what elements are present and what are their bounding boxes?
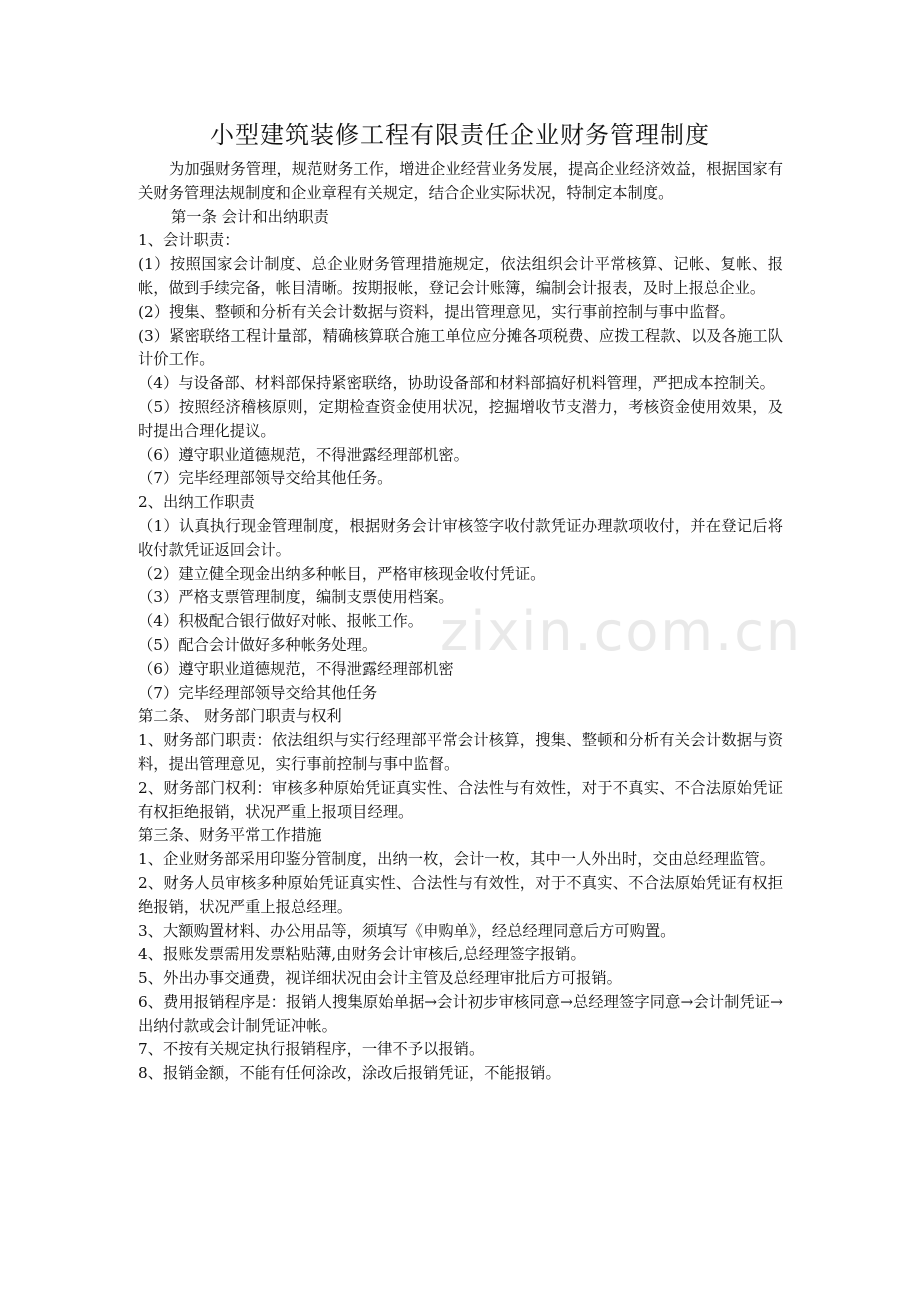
- document-title: 小型建筑装修工程有限责任企业财务管理制度: [210, 121, 710, 149]
- paragraph: （4）积极配合银行做好对帐、报帐工作。: [138, 612, 424, 631]
- paragraph: 第一条 会计和出纳职责: [171, 207, 329, 226]
- paragraph: (2）搜集、整顿和分析有关会计数据与资料，提出管理意见，实行事前控制与事中监督。: [138, 302, 735, 321]
- watermark-text: zixin.com.cn: [440, 600, 803, 663]
- paragraph: （5）配合会计做好多种帐务处理。: [138, 635, 378, 654]
- paragraph: 1、会计职责：: [138, 231, 240, 250]
- paragraph: （7）完毕经理部领导交给其他任务。: [138, 469, 393, 488]
- paragraph: 3、大额购置材料、办公用品等，须填写《申购单》，经总经理同意后方可购置。: [138, 921, 676, 940]
- paragraph: （7）完毕经理部领导交给其他任务: [138, 683, 378, 702]
- paragraph: 5、外出办事交通费，视详细状况由会计主管及总经理审批后方可报销。: [138, 969, 622, 988]
- paragraph: 2、出纳工作职责: [138, 493, 255, 512]
- paragraph: (3）紧密联络工程计量部，精确核算联合施工单位应分摊各项税费、应拨工程款、以及各施工队计价工作。: [138, 326, 783, 369]
- paragraph: 1、企业财务部采用印鉴分管制度，出纳一枚，会计一枚，其中一人外出时，交由总经理监管。: [138, 850, 775, 869]
- paragraph: （4）与设备部、材料部保持紧密联络，协助设备部和材料部搞好机料管理，严把成本控制关。: [138, 374, 775, 393]
- paragraph: （3）严格支票管理制度，编制支票使用档案。: [138, 588, 454, 607]
- paragraph: 为加强财务管理，规范财务工作，增进企业经营业务发展，提高企业经济效益，根据国家有关财务管理法规制度和企业章程有关规定，结合企业实际状况，特制定本制度。: [138, 160, 783, 202]
- paragraph: 8、报销金额，不能有任何涂改，涂改后报销凭证，不能报销。: [138, 1064, 561, 1083]
- paragraph: 6、费用报销程序是：报销人搜集原始单据→会计初步审核同意→总经理签字同意→会计制凭证→出纳付款或会计制凭证冲帐。: [138, 992, 783, 1035]
- paragraph: 2、财务人员审核多种原始凭证真实性、合法性与有效性，对于不真实、不合法原始凭证有权拒绝报销，状况严重上报总经理。: [138, 873, 783, 916]
- paragraph: 2、财务部门权利：审核多种原始凭证真实性、合法性与有效性，对于不真实、不合法原始凭证有权拒绝报销，状况严重上报项目经理。: [138, 778, 783, 821]
- paragraph: （5）按照经济稽核原则，定期检查资金使用状况，挖掘增收节支潜力，考核资金使用效果，及时提出合理化提议。: [138, 397, 783, 440]
- paragraph: （2）建立健全现金出纳多种帐目，严格审核现金收付凭证。: [138, 564, 546, 583]
- paragraph: （6）遵守职业道德规范，不得泄露经理部机密。: [138, 445, 469, 464]
- paragraph: 第二条、 财务部门职责与权利: [138, 707, 342, 726]
- paragraph: 1、财务部门职责：依法组织与实行经理部平常会计核算，搜集、整顿和分析有关会计数据与资料，提出管理意见，实行事前控制与事中监督。: [138, 731, 783, 773]
- paragraph: （6）遵守职业道德规范，不得泄露经理部机密: [138, 659, 454, 678]
- paragraph: 第三条、财务平常工作措施: [138, 826, 322, 845]
- paragraph: (1）按照国家会计制度、总企业财务管理措施规定，依法组织会计平常核算、记帐、复帐、报帐，做到手续完备，帐目清晰。按期报帐，登记会计账簿，编制会计报表，及时上报总企业。: [138, 255, 783, 297]
- document-body: [138, 158, 783, 1086]
- paragraph: 7、不按有关规定执行报销程序，一律不予以报销。: [138, 1040, 485, 1059]
- paragraph: 4、报账发票需用发票粘贴薄,由财务会计审核后,总经理签字报销。: [138, 945, 586, 964]
- paragraph: （1）认真执行现金管理制度，根据财务会计审核签字收付款凭证办理款项收付，并在登记后将收付款凭证返回会计。: [138, 516, 783, 559]
